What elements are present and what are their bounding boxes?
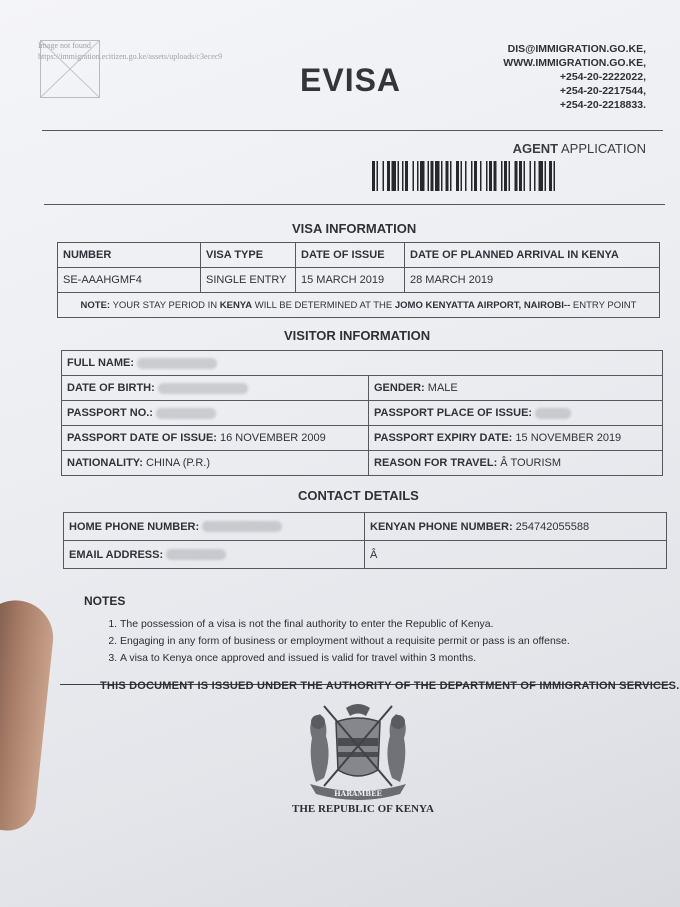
passport-expiry-date-cell: PASSPORT EXPIRY DATE: 15 NOVEMBER 2019: [369, 426, 663, 451]
table-row: [58, 243, 660, 268]
document-title: EVISA: [300, 62, 402, 98]
visa-information-title: VISA INFORMATION: [292, 221, 417, 236]
barcode-bar: [501, 161, 503, 191]
barcode-bar: [392, 161, 397, 191]
header-planned-arrival: DATE OF PLANNED ARRIVAL IN KENYA: [405, 243, 660, 268]
header-date-of-issue: DATE OF ISSUE: [296, 243, 405, 268]
finger-shadow: [0, 597, 57, 834]
barcode-bar: [486, 161, 488, 191]
note-item-1: 1. The possession of a visa is not the final authority to enter the Republic of Kenya.: [120, 616, 570, 633]
barcode-bar: [539, 161, 544, 191]
contact-phone-1: +254-20-2222022,: [559, 71, 646, 83]
kenya-coat-of-arms-icon: [302, 698, 414, 802]
barcode-bar: [372, 161, 375, 191]
barcode-bar: [461, 161, 463, 191]
barcode-bar: [446, 161, 449, 191]
passport-issue-date-cell: PASSPORT DATE OF ISSUE: 16 NOVEMBER 2009: [62, 426, 369, 451]
barcode-bar: [489, 161, 492, 191]
contact-details-table: [63, 512, 667, 569]
passport-number-cell: PASSPORT NO.:: [62, 401, 369, 426]
contact-website: WWW.IMMIGRATION.GO.KE,: [503, 57, 646, 69]
contact-phone-3: +254-20-2218833.: [559, 99, 646, 111]
agent-label-rest: APPLICATION: [558, 141, 646, 156]
visitor-information-table: [61, 350, 663, 476]
table-row: [62, 451, 663, 476]
authority-statement: THIS DOCUMENT IS ISSUED UNDER THE AUTHORITY OF THE DEPARTMENT OF IMMIGRATION SERVICES.: [100, 680, 680, 692]
gender-cell: GENDER: MALE: [369, 376, 663, 401]
passport-place-cell: PASSPORT PLACE OF ISSUE:: [369, 401, 663, 426]
planned-arrival-date: 28 MARCH 2019: [405, 268, 660, 293]
barcode-bar: [387, 161, 390, 191]
barcode-bar: [377, 161, 379, 191]
home-phone-cell: HOME PHONE NUMBER:: [64, 513, 365, 541]
barcode-bar: [431, 161, 434, 191]
barcode-bar: [480, 161, 482, 191]
barcode-bar: [402, 161, 404, 191]
table-row: [58, 293, 660, 318]
visitor-information-title: VISITOR INFORMATION: [284, 328, 431, 343]
header-number: NUMBER: [58, 243, 201, 268]
email-address-cell: EMAIL ADDRESS:: [64, 541, 365, 569]
barcode-bar: [420, 161, 425, 191]
notes-title: NOTES: [84, 594, 126, 608]
barcode-bar: [494, 161, 497, 191]
barcode-bar: [504, 161, 507, 191]
barcode: [372, 161, 644, 191]
date-of-issue: 15 MARCH 2019: [296, 268, 405, 293]
barcode-bar: [413, 161, 415, 191]
redacted-full-name: [137, 358, 217, 369]
barcode-bar: [545, 161, 547, 191]
barcode-bar: [417, 161, 419, 191]
barcode-bar: [474, 161, 477, 191]
barcode-bar: [519, 161, 522, 191]
redacted-email: [166, 549, 226, 560]
table-row: [58, 268, 660, 293]
kenyan-phone-cell: KENYAN PHONE NUMBER: 254742055588: [365, 513, 667, 541]
visa-type: SINGLE ENTRY: [201, 268, 296, 293]
table-row: [62, 351, 663, 376]
barcode-bar: [534, 161, 536, 191]
contact-email: DIS@IMMIGRATION.GO.KE,: [507, 43, 646, 55]
table-row: [64, 513, 667, 541]
nationality-cell: NATIONALITY: CHINA (P.R.): [62, 451, 369, 476]
header-visa-type: VISA TYPE: [201, 243, 296, 268]
redacted-date-of-birth: [158, 383, 248, 394]
redacted-passport-place: [535, 408, 571, 419]
broken-image-caption: [38, 40, 222, 62]
barcode-bar: [383, 161, 385, 191]
contact-block: [503, 42, 646, 112]
visa-information-table: [57, 242, 660, 318]
barcode-bar: [465, 161, 467, 191]
barcode-bar: [450, 161, 452, 191]
divider-barcode: [44, 204, 665, 205]
visa-number: SE-AAAHGMF4: [58, 268, 201, 293]
table-row: [62, 426, 663, 451]
redacted-home-phone: [202, 521, 282, 532]
barcode-bar: [530, 161, 532, 191]
barcode-bar: [509, 161, 511, 191]
svg-text:HARAMBEE: HARAMBEE: [334, 789, 382, 798]
barcode-bar: [456, 161, 459, 191]
contact-phone-2: +254-20-2217544,: [559, 85, 646, 97]
contact-details-title: CONTACT DETAILS: [298, 488, 419, 503]
barcode-bar: [435, 161, 440, 191]
agent-application-label: [513, 141, 646, 156]
reason-for-travel-cell: REASON FOR TRAVEL: Â TOURISM: [369, 451, 663, 476]
republic-of-kenya-label: THE REPUBLIC OF KENYA: [292, 803, 434, 815]
note-item-2: 2. Engaging in any form of business or employment without a requisite permit or pass is an offense.: [120, 633, 570, 650]
barcode-bar: [515, 161, 518, 191]
barcode-bar: [428, 161, 430, 191]
table-row: [62, 376, 663, 401]
agent-label-bold: AGENT: [512, 141, 559, 156]
barcode-bar: [405, 161, 408, 191]
notes-list: [104, 616, 570, 667]
redacted-passport-number: [156, 408, 216, 419]
barcode-bar: [398, 161, 400, 191]
barcode-bar: [471, 161, 473, 191]
full-name-cell: FULL NAME:: [62, 351, 663, 376]
broken-image-caption-title: Image not found: [38, 41, 91, 50]
divider-top: [42, 130, 663, 131]
broken-image-caption-url: https://immigration.ecitizen.go.ke/assets/uploads/c3ecec9: [38, 52, 223, 61]
table-row: [64, 541, 667, 569]
table-row: [62, 401, 663, 426]
barcode-bar: [441, 161, 443, 191]
date-of-birth-cell: DATE OF BIRTH:: [62, 376, 369, 401]
barcode-bar: [549, 161, 552, 191]
email-right-cell: Â: [365, 541, 667, 569]
barcode-bar: [554, 161, 556, 191]
barcode-bar: [524, 161, 526, 191]
visa-note: NOTE: YOUR STAY PERIOD IN KENYA WILL BE DETERMINED AT THE JOMO KENYATTA AIRPORT, NAIROBI-- ENTRY POINT: [58, 293, 660, 318]
note-item-3: 3. A visa to Kenya once approved and issued is valid for travel within 3 months.: [120, 650, 570, 667]
